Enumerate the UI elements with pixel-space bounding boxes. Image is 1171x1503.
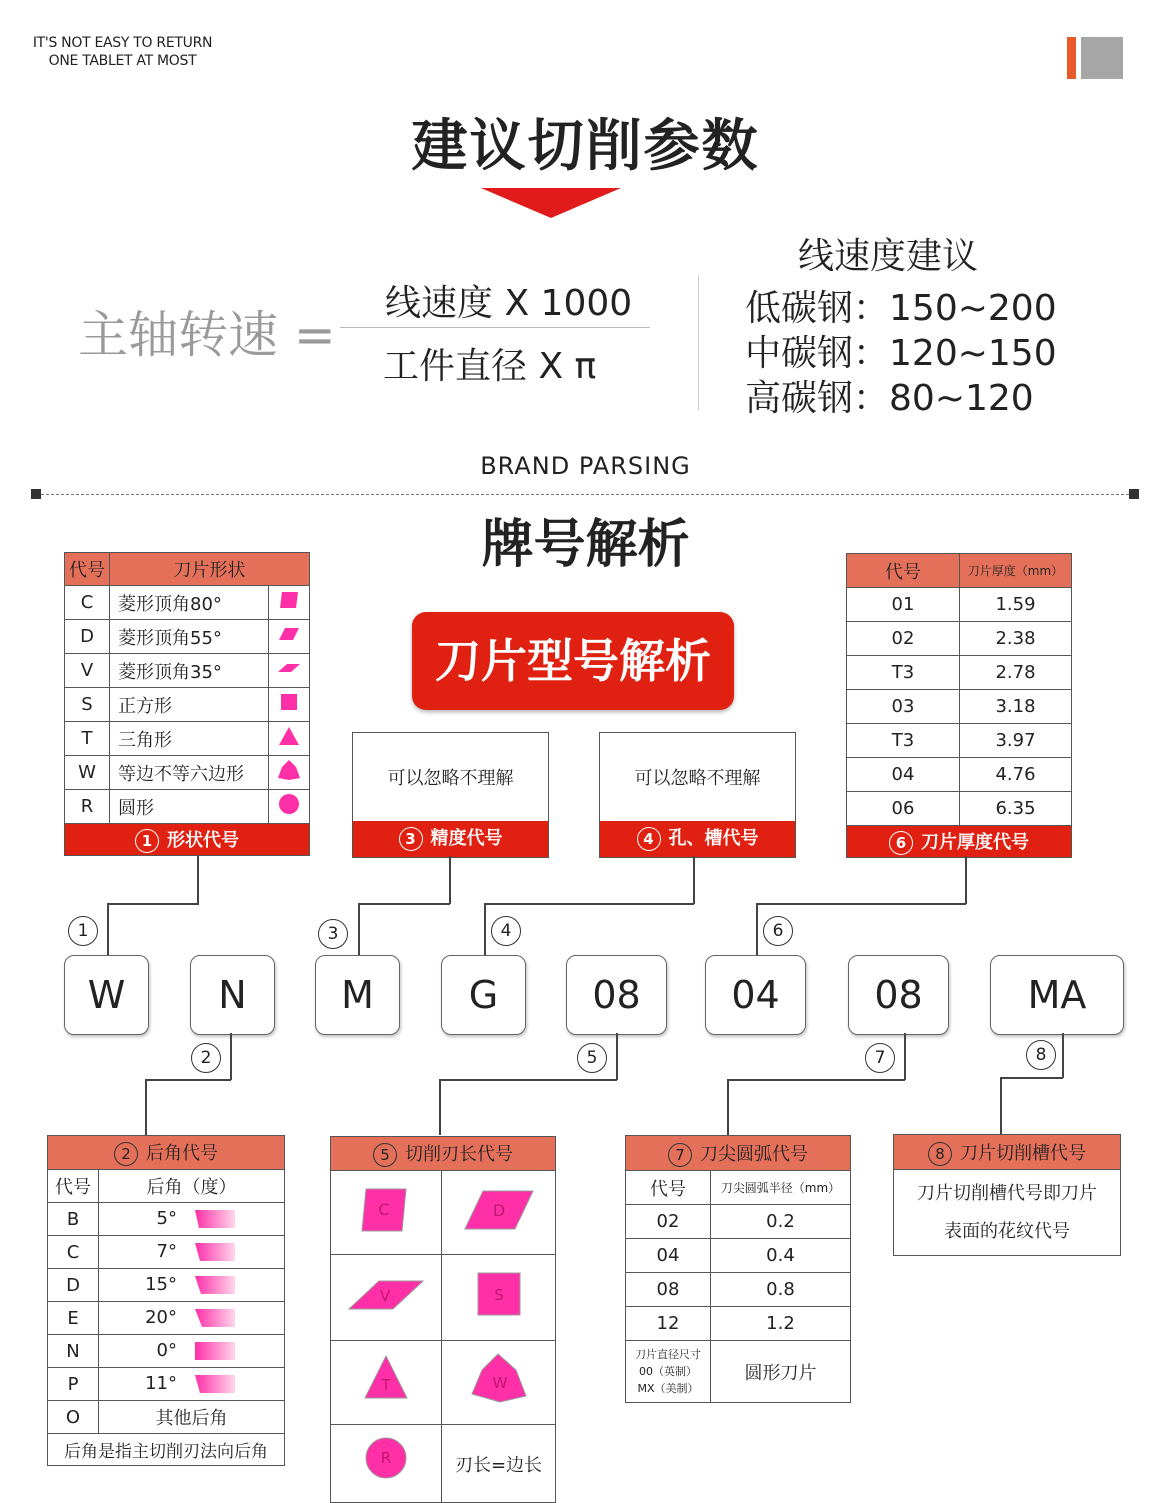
rhombus-55-icon xyxy=(461,1185,537,1235)
brand-en: BRAND PARSING xyxy=(480,452,691,480)
relief-angle-cell xyxy=(99,1335,285,1368)
thickness-footer xyxy=(847,826,1072,858)
edge-letter: V xyxy=(379,1287,391,1305)
shape-name: 菱形顶角35° xyxy=(110,654,269,688)
insert-model-badge: 刀片型号解析 xyxy=(412,612,734,710)
shape-name: 正方形 xyxy=(110,688,269,722)
title-number: 2 xyxy=(114,1142,138,1166)
speed-label: 中碳钢： xyxy=(745,333,890,374)
relief-angle-icon xyxy=(191,1307,237,1329)
formula-numerator: 线速度 X 1000 xyxy=(385,283,633,324)
relief-angle-icon xyxy=(191,1241,237,1263)
speed-label: 高碳钢： xyxy=(745,378,890,419)
number-circle: 6 xyxy=(763,916,793,946)
hole-text: 可以忽略不理解 xyxy=(634,768,761,789)
divider-end-square xyxy=(31,489,41,499)
divider-end-square xyxy=(1129,489,1139,499)
hole-footer xyxy=(600,821,795,857)
relief-angle-cell xyxy=(99,1269,285,1302)
speed-value: 150~200 xyxy=(889,288,1057,329)
hexagon-trigon-icon xyxy=(269,756,310,790)
radius-title-label: 刀尖圆弧代号 xyxy=(700,1143,808,1165)
radius-round-line: MX（美制） xyxy=(637,1382,699,1395)
shape-code: R xyxy=(65,790,110,824)
radius-value: 0.2 xyxy=(711,1205,851,1239)
connector-line xyxy=(145,1079,231,1081)
shape-code: D xyxy=(65,620,110,654)
rhombus-80-icon xyxy=(269,586,310,620)
radius-value: 0.8 xyxy=(711,1273,851,1307)
formula-denominator: 工件直径 X π xyxy=(383,346,597,387)
connector-line xyxy=(484,903,486,955)
number-circle: 1 xyxy=(68,916,98,946)
connector-line xyxy=(1000,1077,1063,1079)
radius-header-value: 刀尖圆弧半径（mm） xyxy=(711,1171,851,1205)
rhombus-35-icon xyxy=(345,1275,427,1315)
connector-line xyxy=(197,856,199,904)
shape-name: 圆形 xyxy=(110,790,269,824)
connector-line xyxy=(756,903,966,905)
relief-angle-cell xyxy=(99,1368,285,1401)
number-circle: 3 xyxy=(318,919,348,949)
relief-code: O xyxy=(48,1401,99,1434)
chipbreaker-desc xyxy=(894,1170,1121,1256)
connector-line xyxy=(1062,1033,1064,1078)
relief-angle: 5° xyxy=(156,1208,177,1229)
radius-code: 08 xyxy=(626,1273,711,1307)
code-box: N xyxy=(190,955,275,1035)
shape-footer xyxy=(65,824,310,856)
edge-title xyxy=(331,1137,556,1171)
connector-line xyxy=(439,1079,617,1081)
triangle-icon xyxy=(269,722,310,756)
radius-code: 12 xyxy=(626,1307,711,1341)
relief-code: B xyxy=(48,1203,99,1236)
radius-code: 04 xyxy=(626,1239,711,1273)
thickness-code: 04 xyxy=(847,758,960,792)
code-box: 08 xyxy=(566,955,667,1035)
relief-angle: 7° xyxy=(156,1241,177,1262)
thickness-code: 01 xyxy=(847,588,960,622)
speed-label: 低碳钢： xyxy=(745,288,890,329)
footer-label: 形状代号 xyxy=(167,830,239,851)
footer-number: 1 xyxy=(135,829,159,853)
edge-cell xyxy=(442,1341,556,1425)
number-circle: 2 xyxy=(191,1043,221,1073)
relief-angle: 0° xyxy=(156,1340,177,1361)
code-box: 08 xyxy=(848,955,949,1035)
relief-angle: 15° xyxy=(145,1274,177,1295)
connector-line xyxy=(484,903,694,905)
relief-angle-cell xyxy=(99,1236,285,1269)
number-circle: 7 xyxy=(865,1043,895,1073)
speed-row xyxy=(745,325,1057,376)
code-box: G xyxy=(441,955,526,1035)
title-number: 8 xyxy=(928,1142,952,1166)
thickness-header-code: 代号 xyxy=(847,554,960,588)
connector-line xyxy=(358,903,360,955)
code-box: MA xyxy=(990,955,1124,1035)
shape-code: W xyxy=(65,756,110,790)
connector-line xyxy=(230,1033,232,1080)
relief-note: 后角是指主切削刃法向后角 xyxy=(48,1434,285,1466)
shape-header-name: 刀片形状 xyxy=(110,553,310,586)
rhombus-55-icon xyxy=(269,620,310,654)
edge-note: 刃长=边长 xyxy=(442,1425,556,1503)
precision-text: 可以忽略不理解 xyxy=(387,768,514,789)
fraction-line xyxy=(340,327,650,328)
relief-code: N xyxy=(48,1335,99,1368)
relief-table xyxy=(47,1135,285,1466)
edge-letter: T xyxy=(381,1376,391,1394)
speed-row xyxy=(745,370,1034,421)
thickness-value: 2.38 xyxy=(960,622,1072,656)
footer-label: 精度代号 xyxy=(430,828,503,849)
connector-line xyxy=(693,856,695,904)
footer-number: 4 xyxy=(637,827,661,851)
thickness-code: T3 xyxy=(847,656,960,690)
relief-code: E xyxy=(48,1302,99,1335)
edge-letter: W xyxy=(492,1374,507,1392)
precision-box xyxy=(352,732,549,858)
edge-cell xyxy=(442,1171,556,1255)
shape-header-code: 代号 xyxy=(65,553,110,586)
connector-line xyxy=(439,1079,441,1135)
title-number: 5 xyxy=(373,1143,397,1167)
speed-row xyxy=(745,280,1057,331)
thickness-value: 2.78 xyxy=(960,656,1072,690)
connector-line xyxy=(145,1079,147,1135)
edge-cell xyxy=(331,1341,442,1425)
number-circle: 5 xyxy=(577,1043,607,1073)
relief-angle-icon xyxy=(191,1274,237,1296)
radius-round-line: 刀片直径尺寸 xyxy=(635,1348,701,1361)
shape-name: 菱形顶角55° xyxy=(110,620,269,654)
rhombus-80-icon xyxy=(356,1181,416,1239)
relief-code: D xyxy=(48,1269,99,1302)
thickness-code: T3 xyxy=(847,724,960,758)
chipbreaker-title xyxy=(894,1135,1121,1170)
chipbreaker-table xyxy=(893,1134,1121,1256)
vertical-divider xyxy=(698,275,699,410)
connector-line xyxy=(107,903,199,905)
shape-table xyxy=(64,552,310,856)
speed-title: 线速度建议 xyxy=(798,236,979,277)
relief-angle-icon xyxy=(191,1340,237,1362)
footer-label: 刀片厚度代号 xyxy=(921,832,1029,853)
square-icon xyxy=(269,688,310,722)
corner-orange-bar xyxy=(1067,37,1076,79)
shape-code: V xyxy=(65,654,110,688)
circle-icon xyxy=(269,790,310,824)
edge-table xyxy=(330,1136,556,1503)
brand-title: 牌号解析 xyxy=(481,515,690,575)
code-box: 04 xyxy=(705,955,806,1035)
hexagon-trigon-icon xyxy=(468,1350,530,1410)
corner-gray-block xyxy=(1081,37,1123,79)
title-number: 7 xyxy=(668,1143,692,1167)
down-arrow-icon xyxy=(481,188,621,218)
relief-code: P xyxy=(48,1368,99,1401)
chipbreaker-line: 表面的花纹代号 xyxy=(944,1220,1070,1242)
relief-header-code: 代号 xyxy=(48,1170,99,1203)
thickness-code: 02 xyxy=(847,622,960,656)
connector-line xyxy=(107,903,109,955)
radius-value: 0.4 xyxy=(711,1239,851,1273)
code-box: M xyxy=(315,955,400,1035)
radius-value: 1.2 xyxy=(711,1307,851,1341)
edge-cell xyxy=(331,1171,442,1255)
connector-line xyxy=(449,856,451,904)
square-icon xyxy=(474,1269,524,1321)
thickness-table xyxy=(846,553,1072,858)
thickness-value: 1.59 xyxy=(960,588,1072,622)
page-title: 建议切削参数 xyxy=(411,114,760,179)
thickness-value: 3.97 xyxy=(960,724,1072,758)
connector-line xyxy=(904,1033,906,1080)
edge-letter: D xyxy=(492,1201,505,1220)
chipbreaker-line: 刀片切削槽代号即刀片 xyxy=(917,1182,1097,1204)
triangle-icon xyxy=(361,1352,411,1408)
speed-value: 80~120 xyxy=(889,378,1034,419)
chipbreaker-title-label: 刀片切削槽代号 xyxy=(960,1142,1086,1164)
relief-title xyxy=(48,1136,285,1170)
relief-code: C xyxy=(48,1236,99,1269)
relief-angle-cell xyxy=(99,1302,285,1335)
radius-table xyxy=(625,1135,851,1403)
edge-cell xyxy=(331,1255,442,1341)
connector-line xyxy=(1000,1077,1002,1134)
edge-letter: R xyxy=(380,1449,392,1467)
rhombus-35-icon xyxy=(269,654,310,688)
shape-name: 菱形顶角80° xyxy=(110,586,269,620)
relief-header-angle: 后角（度） xyxy=(99,1170,285,1203)
footer-number: 3 xyxy=(399,827,423,851)
thickness-value: 4.76 xyxy=(960,758,1072,792)
number-circle: 8 xyxy=(1026,1040,1056,1070)
connector-line xyxy=(727,1079,729,1135)
relief-angle-icon xyxy=(191,1208,237,1230)
code-box: W xyxy=(64,955,149,1035)
thickness-value: 6.35 xyxy=(960,792,1072,826)
radius-round-line: 00（英制） xyxy=(639,1365,697,1378)
hole-box xyxy=(599,732,796,858)
edge-title-label: 切削刃长代号 xyxy=(405,1144,513,1165)
thickness-header-value: 刀片厚度（mm） xyxy=(960,554,1072,588)
radius-header-code: 代号 xyxy=(626,1171,711,1205)
radius-title xyxy=(626,1136,851,1171)
precision-footer xyxy=(353,821,548,857)
speed-value: 120~150 xyxy=(889,333,1057,374)
relief-title-label: 后角代号 xyxy=(146,1143,218,1164)
footer-label: 孔、槽代号 xyxy=(668,828,759,849)
relief-angle: 其他后角 xyxy=(99,1401,285,1434)
shape-name: 三角形 xyxy=(110,722,269,756)
number-circle: 4 xyxy=(491,916,521,946)
connector-line xyxy=(358,903,450,905)
radius-code: 02 xyxy=(626,1205,711,1239)
edge-letter: S xyxy=(493,1286,504,1304)
connector-line xyxy=(616,1033,618,1080)
shape-code: C xyxy=(65,586,110,620)
relief-angle-cell xyxy=(99,1203,285,1236)
shape-code: T xyxy=(65,722,110,756)
shape-code: S xyxy=(65,688,110,722)
connector-line xyxy=(756,903,758,955)
edge-cell xyxy=(331,1425,442,1503)
thickness-code: 06 xyxy=(847,792,960,826)
thickness-value: 3.18 xyxy=(960,690,1072,724)
connector-line xyxy=(965,856,967,904)
dashed-divider xyxy=(36,494,1134,495)
radius-round-label: 圆形刀片 xyxy=(711,1341,851,1403)
tagline: IT'S NOT EASY TO RETURN ONE TABLET AT MOST xyxy=(32,35,213,69)
radius-round-codes xyxy=(626,1341,711,1403)
footer-number: 6 xyxy=(889,831,913,855)
relief-angle-icon xyxy=(191,1373,237,1395)
thickness-code: 03 xyxy=(847,690,960,724)
circle-icon xyxy=(361,1432,411,1490)
relief-angle: 11° xyxy=(145,1373,177,1394)
relief-angle: 20° xyxy=(145,1307,177,1328)
connector-line xyxy=(727,1079,905,1081)
formula-left: 主轴转速 = xyxy=(78,306,336,364)
shape-name: 等边不等六边形 xyxy=(110,756,269,790)
edge-letter: C xyxy=(378,1200,390,1219)
edge-cell xyxy=(442,1255,556,1341)
